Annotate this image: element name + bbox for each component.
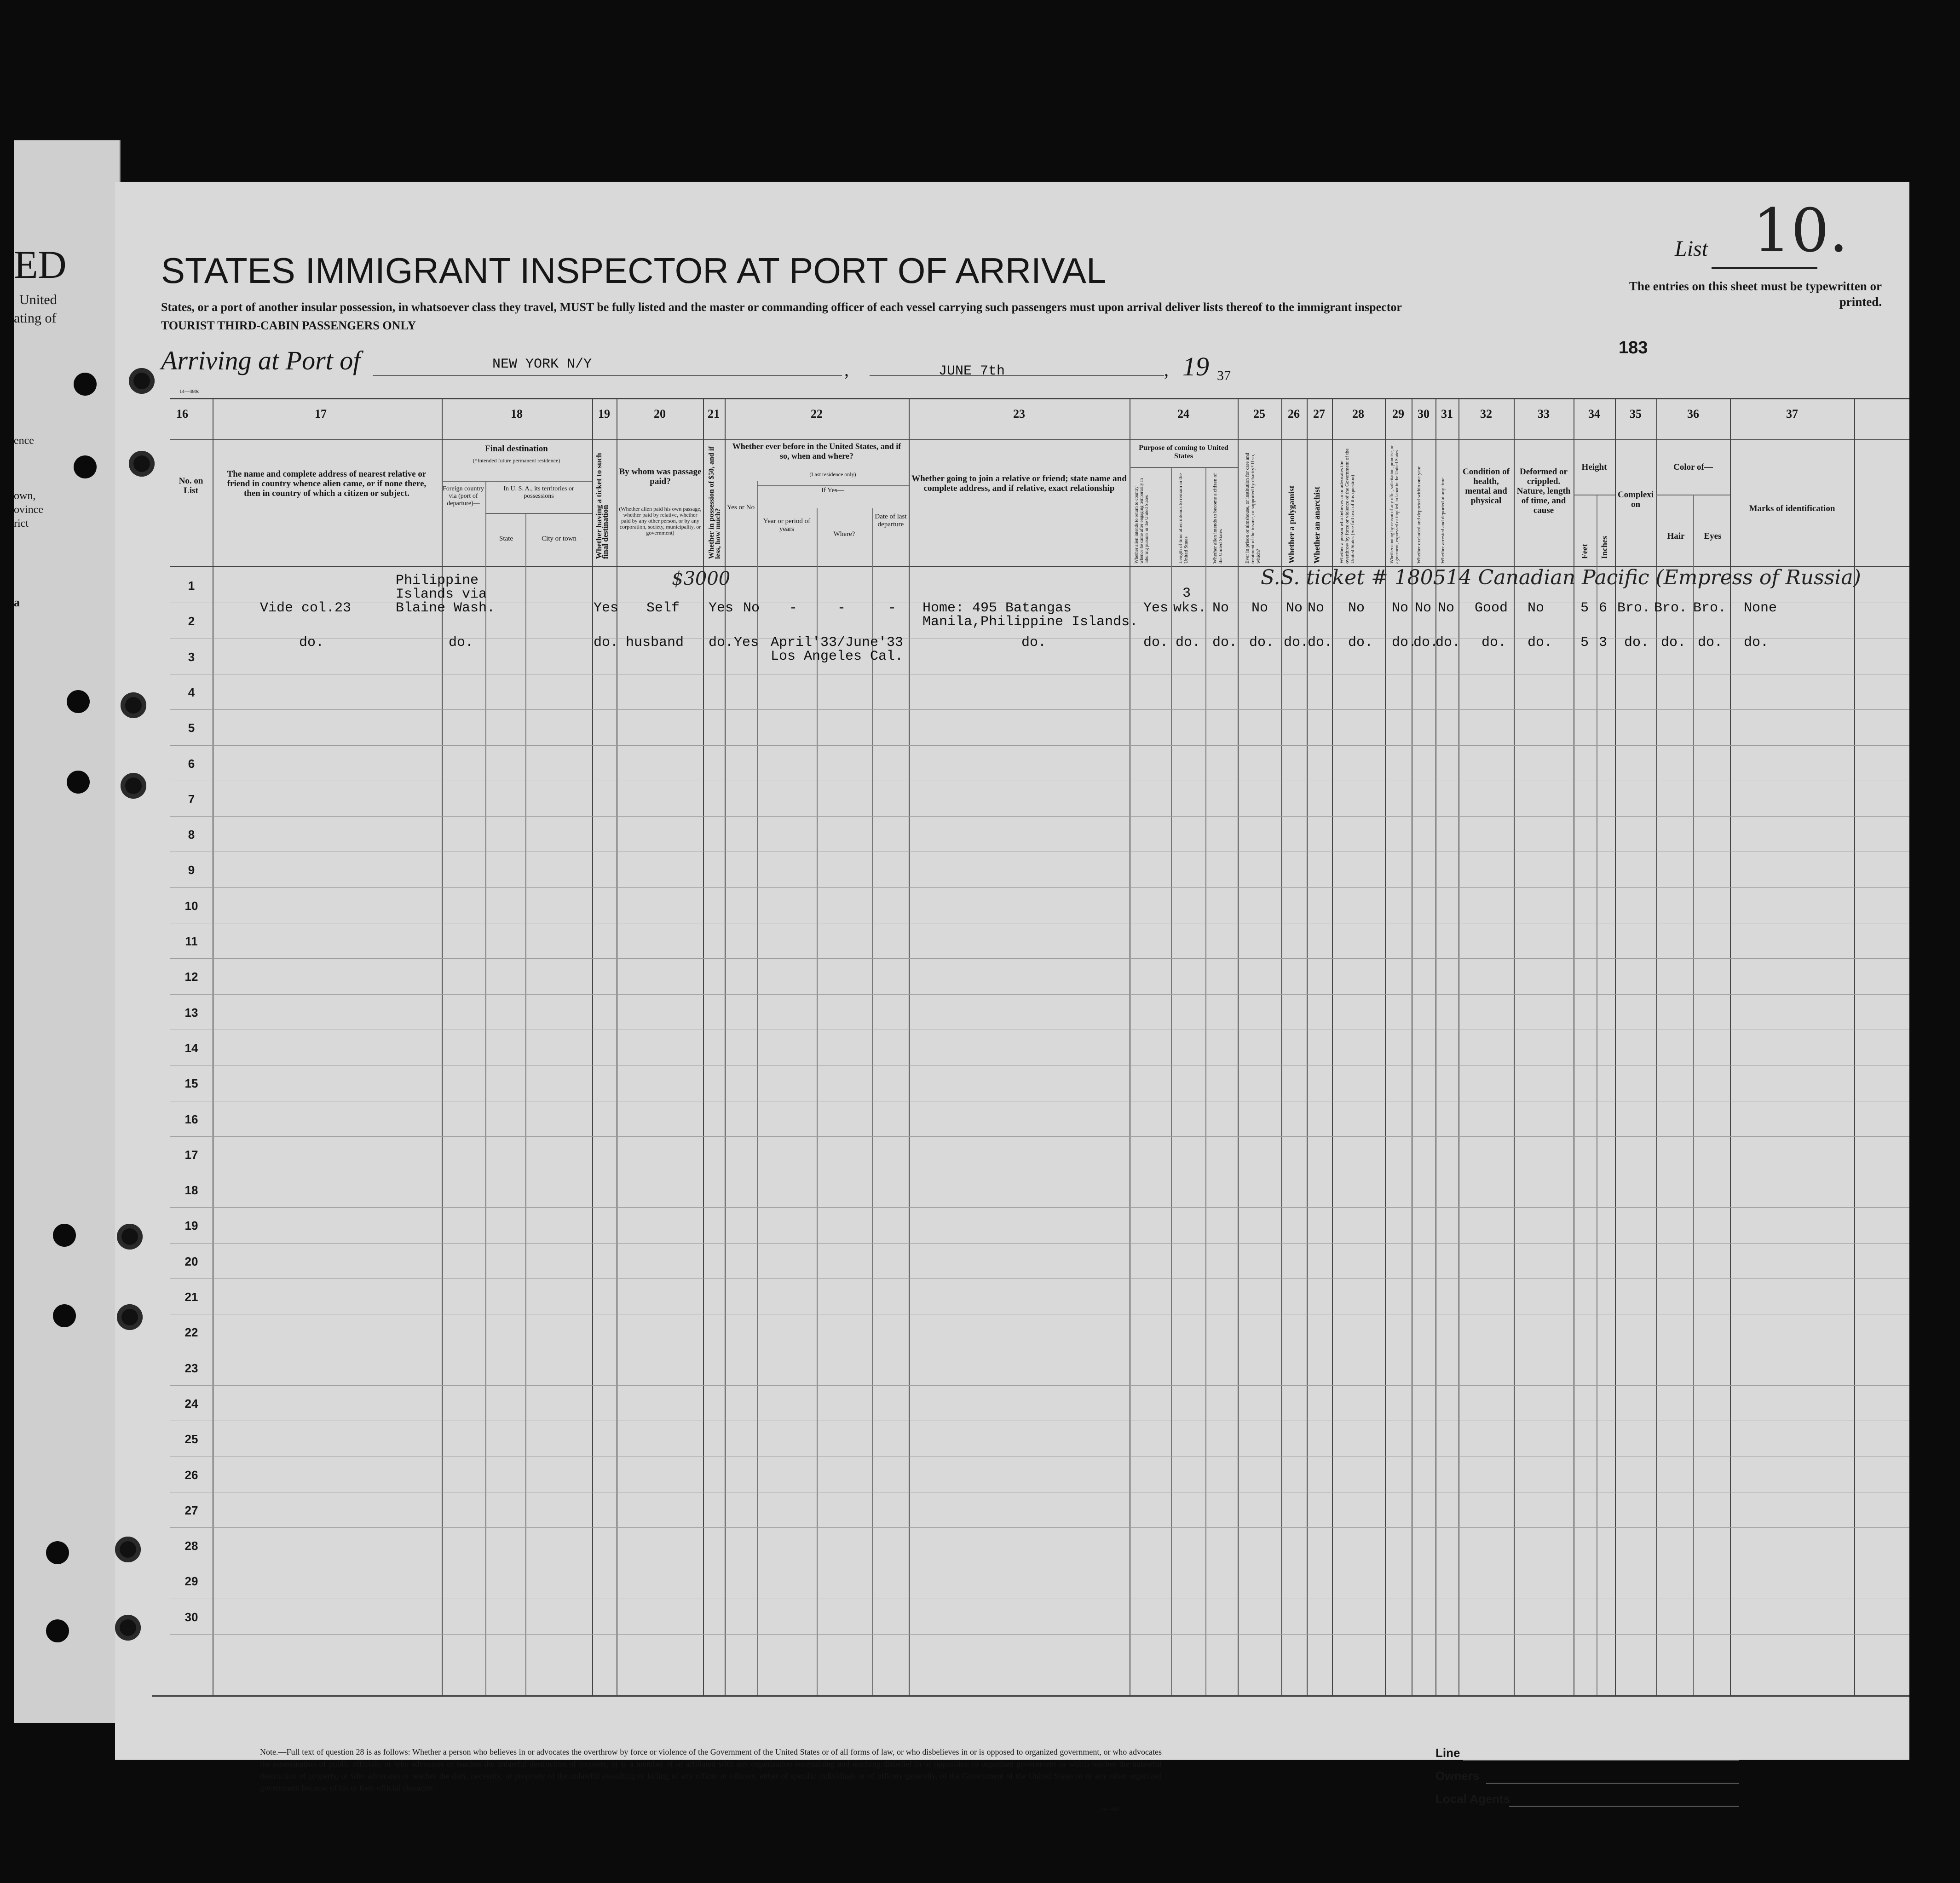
row1-before-year: - (789, 600, 798, 616)
header-no-on-list: No. on List (179, 476, 203, 495)
row-number: 19 (184, 1219, 198, 1232)
header-citizen: Whether alien intends to become a citizen of the United States (1212, 473, 1223, 564)
row2-before-yn: Yes (734, 635, 759, 651)
header-if-yes: If Yes— (821, 487, 844, 494)
row1-deformed: No (1528, 600, 1545, 616)
header-polygamist: Whether a polygamist (1287, 485, 1296, 564)
column-line (909, 398, 910, 1695)
row2-inches: 3 (1599, 635, 1608, 651)
column-number: 31 (1441, 407, 1453, 420)
footer-note: Note.—Full text of question 28 is as follows: Whether a person who believes in or advocates the overthrow by force or violence of the Government of the United States or of all forms of law, or who disbelieves in or is opposed to organized government, or who advocates the assassination of public officials, or who advocates or teaches the unlawful destruction of property, or is a member of or affiliated with any organization entertaining and teaching disbelief in or opposition to organized government or which teaches the unlawful destruction of property, or who advocates or teaches the duty, necessity, or propriety of the unlawful assaulting or killing of any officer or officers, either of specific individuals or of officers generally, of the Government of the United States or of any other organized government because of his or their official character. (260, 1747, 1162, 1792)
binder-hole (115, 1615, 141, 1641)
column-line (1281, 398, 1282, 1695)
column-line (1435, 398, 1436, 1695)
column-line (725, 398, 726, 1695)
left-fragment: rict (14, 518, 29, 530)
row2-paid-by: husband (626, 635, 684, 651)
row-number: 1 (188, 579, 195, 593)
row1-before-where: - (837, 600, 846, 616)
column-line (1730, 398, 1731, 1695)
binder-hole (129, 451, 155, 477)
row-separator (170, 958, 1909, 959)
arriving-label: Arriving at Port of (161, 346, 361, 375)
header-where: Where? (833, 530, 855, 538)
row1-complexion: Bro. (1617, 600, 1651, 616)
row2-polygamist: do. (1284, 635, 1309, 651)
row-number: 11 (185, 934, 198, 948)
row2-health: do. (1482, 635, 1507, 651)
row-separator (170, 816, 1909, 817)
header-health: Condition of health, mental and physical (1463, 467, 1510, 506)
row1-before-date: - (888, 600, 897, 616)
footer-form-number: 14—480 (1100, 1806, 1119, 1812)
row-separator (170, 994, 1909, 995)
header-passage-paid: By whom was passage paid? (619, 467, 702, 486)
row1-inches: 6 (1599, 600, 1608, 616)
column-line (1205, 467, 1206, 1695)
row-number: 26 (184, 1468, 198, 1482)
header-usa: In U. S. A., its territories or possessions (503, 485, 574, 500)
column-number: 36 (1687, 407, 1699, 420)
row2-overthrow: do. (1348, 635, 1373, 651)
row-number: 3 (188, 650, 195, 664)
row-number: 4 (188, 685, 195, 699)
row1-ticket: Yes (594, 600, 619, 616)
column-line (1854, 398, 1855, 1695)
row2-hair: do. (1661, 635, 1686, 651)
header-length-stay: Length of time alien intends to remain in the United States (1178, 473, 1189, 564)
column-number: 25 (1253, 407, 1265, 420)
binder-hole (67, 771, 90, 794)
header-date-departure: Date of last departure (875, 513, 907, 528)
row1-fifty: Yes (709, 600, 734, 616)
header-inches: Inches (1600, 536, 1609, 559)
row-number: 5 (188, 721, 195, 735)
header-before-in-us: Whether ever before in the United States, and if so, when and where? (732, 442, 901, 461)
row2-complexion: do. (1624, 635, 1649, 651)
column-line (1332, 398, 1333, 1695)
row-number: 7 (188, 792, 195, 806)
column-number: 22 (811, 407, 823, 420)
header-anarchist: Whether an anarchist (1312, 486, 1321, 564)
column-line (1307, 398, 1308, 1695)
row-number: 29 (184, 1574, 198, 1588)
header-number-line (170, 439, 1909, 440)
row1-paid-by: Self (646, 600, 680, 616)
local-agents-field (1509, 1806, 1739, 1807)
column-number: 21 (708, 407, 720, 420)
row-number: 18 (184, 1183, 198, 1197)
comma: , (844, 359, 849, 380)
form-number-top: 14—480c (179, 389, 200, 394)
header-complexion: Complexion (1617, 490, 1654, 509)
row-separator (170, 745, 1909, 746)
owners-field (1486, 1783, 1739, 1784)
row2-marks: do. (1744, 635, 1769, 651)
header-year: Year or period of years (763, 518, 811, 533)
row1-arrested: No (1438, 600, 1455, 616)
list-label: List (1675, 236, 1708, 261)
row-number: 6 (188, 757, 195, 771)
row-separator (170, 1634, 1909, 1635)
row2-length: do. (1176, 635, 1201, 651)
row2-before-where: Los Angeles Cal. (771, 649, 904, 664)
row1-citizen: No (1212, 600, 1229, 616)
column-number: 35 (1630, 407, 1642, 420)
binder-hole (53, 1224, 76, 1247)
column-line (757, 481, 758, 1695)
row-separator (170, 887, 1909, 888)
owners-label: Owners (1435, 1769, 1480, 1783)
header-fifty-dollars: Whether in possession of $50, and if less, how much? (708, 446, 722, 559)
column-number: 29 (1392, 407, 1404, 420)
row-number: 25 (184, 1432, 198, 1446)
binder-hole (117, 1304, 143, 1330)
row1-marks: None (1744, 600, 1777, 616)
binder-hole (74, 373, 97, 396)
column-number: 19 (598, 407, 610, 420)
row-number: 27 (184, 1503, 198, 1517)
row-separator (170, 709, 1909, 710)
header-excluded: Whether excluded and deported within one year (1416, 466, 1422, 564)
header-prison: Ever in prison or almshouse, or institution for care and treatment of the insane, or supported by charity? If so, which? (1245, 453, 1261, 564)
header-marks: Marks of identification (1749, 504, 1835, 513)
column-line (1615, 398, 1616, 1695)
left-fragment: United (19, 292, 57, 307)
header-feet: Feet (1580, 544, 1589, 559)
row-number: 23 (184, 1361, 198, 1375)
row2-join: do. (1021, 635, 1047, 651)
binder-hole (67, 690, 90, 713)
row-number: 8 (188, 828, 195, 841)
row-separator (170, 1136, 1909, 1137)
column-line (1385, 398, 1386, 1695)
row1-polygamist: No (1286, 600, 1303, 616)
row1-dest-line2: Islands via (396, 587, 487, 602)
column-number: 32 (1480, 407, 1492, 420)
port-value: NEW YORK N/Y (492, 357, 592, 372)
list-underline (1712, 267, 1817, 269)
column-line (1458, 398, 1459, 1695)
header-join-relative: Whether going to join a relative or friend; state name and complete address, and if relative, exact relationship (911, 474, 1127, 493)
column-line (1514, 398, 1515, 1695)
row-number: 2 (188, 614, 195, 628)
row-number: 21 (184, 1290, 198, 1304)
binder-hole (129, 368, 155, 394)
column-number: 26 (1288, 407, 1300, 420)
row1-join-line1: Home: 495 Batangas (922, 600, 1072, 616)
left-fragment: a (14, 596, 20, 609)
left-fragment: own, (14, 490, 36, 502)
header-state: State (499, 535, 513, 542)
column-line (817, 508, 818, 1695)
binder-hole (53, 1304, 76, 1327)
row2-excluded: do. (1413, 635, 1439, 651)
header-final-destination-sub: (*Intended future permanent residence) (473, 457, 560, 464)
row-number: 17 (184, 1148, 198, 1162)
instruction-text: States, or a port of another insular possession, in whatsoever class they travel, MUST be fully listed and the master or commanding officer of each vessel carrying such passengers must upon arrival deliver lists thereof to the immigrant inspector (161, 300, 1402, 314)
row2-anarchist: do. (1308, 635, 1333, 651)
column-number: 37 (1786, 407, 1798, 420)
row1-purpose-return: Yes (1143, 600, 1169, 616)
header-height: Height (1581, 462, 1607, 472)
column-number: 16 (176, 407, 188, 420)
column-number: 30 (1418, 407, 1430, 420)
binder-hole (46, 1619, 69, 1642)
left-page-fragment (14, 140, 121, 1723)
header-labor-offer: Whether coming by reason of any offer, solicitation, promise, or agreement, expressed or implied, to labor in the United States (1389, 445, 1400, 564)
column-number: 33 (1538, 407, 1550, 420)
row2-before-year: April'33/June'33 (771, 635, 904, 651)
row2-purpose-return: do. (1143, 635, 1169, 651)
column-line (703, 398, 704, 1695)
row2-ticket: do. (594, 635, 619, 651)
row2-destination: do. (449, 635, 474, 651)
list-number: 10. (1753, 196, 1848, 265)
row1-eyes: Bro. (1693, 600, 1727, 616)
row2-citizen: do. (1212, 635, 1238, 651)
row2-arrested: do. (1435, 635, 1461, 651)
row2-eyes: do. (1698, 635, 1723, 651)
row1-hair: Bro. (1654, 600, 1688, 616)
header-deformed: Deformed or crippled. Nature, length of time, and cause (1516, 467, 1571, 515)
left-fragment-ed: ED (14, 242, 67, 287)
row-separator (170, 1207, 1909, 1208)
header-hair: Hair (1667, 531, 1685, 541)
row-number: 10 (184, 899, 198, 913)
column-line (1693, 495, 1694, 1695)
class-line: TOURIST THIRD-CABIN PASSENGERS ONLY (161, 319, 416, 332)
row-number: 20 (184, 1255, 198, 1268)
binder-hole (117, 1224, 143, 1250)
row-number: 15 (184, 1077, 198, 1090)
column-line (485, 481, 486, 1695)
row1-length-top: 3 (1182, 586, 1191, 601)
row2-relative: do. (299, 635, 324, 651)
row-number: 22 (184, 1325, 198, 1339)
binder-hole (121, 692, 146, 718)
row1-labor-offer: No (1392, 600, 1409, 616)
sheet-number: 183 (1619, 338, 1648, 357)
header-eyes: Eyes (1704, 531, 1722, 541)
date-underline (870, 375, 1164, 376)
column-line (592, 398, 593, 1695)
row1-length: wks. (1173, 600, 1207, 616)
row1-overthrow: No (1348, 600, 1365, 616)
row-number: 9 (188, 863, 195, 877)
subheader-line (757, 485, 909, 486)
row-number: 13 (184, 1006, 198, 1019)
row-number: 28 (184, 1539, 198, 1553)
binder-hole (46, 1541, 69, 1564)
handwritten-ticket-note: S.S. ticket # 180514 Canadian Pacific (Empress of Russia) (1261, 566, 1861, 589)
column-number: 17 (315, 407, 327, 420)
header-foreign-country: Foreign country via (port of departure)— (443, 485, 484, 507)
table-top-line (170, 398, 1909, 399)
column-line (1656, 398, 1657, 1695)
comma: , (1164, 359, 1169, 380)
year-suffix: 37 (1217, 368, 1231, 383)
header-color: Color of— (1673, 462, 1713, 472)
page-title: STATES IMMIGRANT INSPECTOR AT PORT OF ARRIVAL (161, 250, 1107, 291)
header-passage-paid-sub: (Whether alien paid his own passage, whether paid by relative, whether paid by any other person, or by any corporation, society, municipality, or government) (619, 506, 702, 536)
table-bottom-line (152, 1695, 1909, 1697)
header-overthrow: Whether a person who believes in or advocates the overthrow by force or violence of the Government of the United States (See full text of this question) (1339, 448, 1355, 564)
subheader-line (1130, 467, 1238, 468)
row1-join-line2: Manila,Philippine Islands. (922, 614, 1138, 630)
left-fragment: ovince (14, 504, 43, 516)
handwritten-money: $3000 (672, 568, 731, 589)
binder-hole (121, 773, 146, 799)
row-number: 24 (184, 1397, 198, 1411)
header-ticket: Whether having a ticket to such final destination (594, 453, 610, 559)
header-return: Whether alien intends to return to country whence he came after engaging temporarily in laboring pursuits in the United States (1134, 478, 1149, 564)
date-value: JUNE 7th (939, 363, 1005, 379)
binder-hole (74, 455, 97, 478)
row2-deformed: do. (1528, 635, 1553, 651)
row-number: 30 (184, 1610, 198, 1624)
row1-feet: 5 (1580, 600, 1589, 616)
row2-prison: do. (1249, 635, 1274, 651)
header-final-destination: Final destination (485, 444, 548, 454)
row1-before-yn: No (743, 600, 760, 616)
header-city: City or town (542, 535, 576, 542)
subheader-line (485, 513, 592, 514)
header-yes-or-no: Yes or No (726, 504, 755, 511)
row1-dest-line1: Philippine (396, 573, 479, 588)
header-relative-address: The name and complete address of nearest relative or friend in country whence alien came, or if none there, then in country of which a citizen or subject. (227, 469, 427, 498)
column-line (1238, 398, 1239, 1695)
row1-anarchist: No (1308, 600, 1325, 616)
row1-prison: No (1251, 600, 1268, 616)
year-prefix: 19 (1182, 351, 1209, 381)
row1-dest-line3: Blaine Wash. (396, 600, 496, 616)
row-number: 16 (184, 1112, 198, 1126)
row-separator (170, 1527, 1909, 1528)
row-separator (170, 1385, 1909, 1386)
header-arrested: Whether arrested and deported at any time (1440, 478, 1446, 564)
column-number: 23 (1013, 407, 1025, 420)
left-fragment: ating of (14, 311, 57, 326)
row1-excluded: No (1415, 600, 1432, 616)
manifest-sheet (115, 182, 1909, 1812)
binder-hole (115, 1537, 141, 1562)
subheader-line (442, 481, 592, 482)
row-number: 12 (184, 970, 198, 984)
header-purpose: Purpose of coming to United States (1139, 444, 1228, 460)
column-line (1171, 467, 1172, 1695)
row1-relative: Vide col.23 (260, 600, 352, 616)
line-label: Line (1435, 1746, 1460, 1760)
column-line (525, 513, 526, 1695)
row-separator (170, 1278, 1909, 1279)
row2-fifty: do. (709, 635, 734, 651)
typewritten-note: The entries on this sheet must be typewritten or printed. (1629, 279, 1882, 309)
column-line (872, 508, 873, 1695)
header-last-residence: (Last residence only) (809, 471, 856, 478)
row-number: 14 (184, 1041, 198, 1055)
local-agents-label: Local Agents (1435, 1792, 1510, 1806)
port-underline (373, 375, 842, 376)
column-number: 20 (654, 407, 666, 420)
left-fragment: ence (14, 435, 34, 447)
line-field (1463, 1760, 1739, 1761)
row2-labor-offer: do. (1392, 635, 1417, 651)
column-number: 24 (1177, 407, 1189, 420)
row-separator (170, 1243, 1909, 1244)
column-number: 34 (1588, 407, 1600, 420)
row2-feet: 5 (1580, 635, 1589, 651)
column-number: 27 (1313, 407, 1325, 420)
row1-health: Good (1475, 600, 1508, 616)
column-number: 18 (511, 407, 523, 420)
column-number: 28 (1352, 407, 1364, 420)
